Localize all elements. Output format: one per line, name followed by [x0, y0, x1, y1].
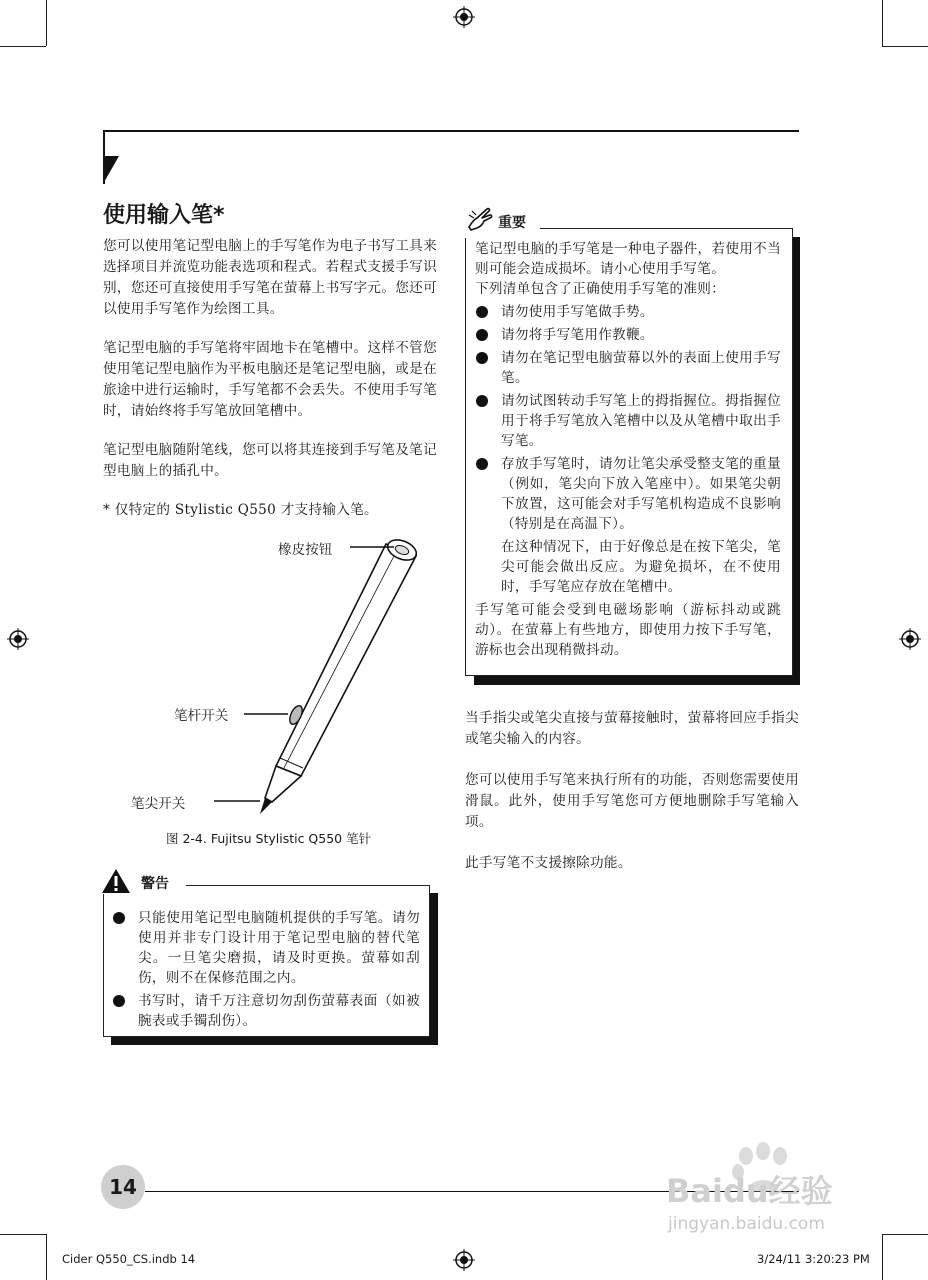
right-body — [465, 708, 799, 874]
bullet-icon — [113, 995, 125, 1007]
crop-mark — [882, 0, 883, 46]
list-item: 请勿在笔记型电脑萤幕以外的表面上使用手写笔。 — [475, 348, 781, 388]
registration-mark-icon — [899, 628, 921, 650]
footnote: * 仅特定的 Stylistic Q550 才支持输入笔。 — [103, 502, 378, 518]
label-tip-switch: 笔尖开关 — [131, 796, 186, 812]
bullet-icon — [476, 395, 488, 407]
warning-triangle-icon — [101, 868, 131, 894]
important-intro: 笔记型电脑的手写笔是一种电子器件，若使用不当则可能会造成损坏。请小心使用手写笔。 — [475, 241, 781, 277]
paragraph: 当手指尖或笔尖直接与萤幕接触时，萤幕将回应手指尖或笔尖输入的内容。 — [465, 710, 799, 747]
bullet-icon — [476, 329, 488, 341]
bullet-icon — [476, 458, 488, 470]
slug-file: Cider Q550_CS.indb 14 — [62, 1252, 196, 1266]
crop-mark — [882, 46, 928, 47]
paragraph: 此手写笔不支援擦除功能。 — [465, 855, 632, 871]
important-title: 重要 — [498, 215, 526, 231]
crop-mark — [882, 1234, 928, 1235]
left-body — [103, 236, 437, 521]
registration-mark-icon — [453, 6, 475, 28]
watermark-url: jingyan.baidu.com — [668, 1214, 825, 1234]
list-item: 存放手写笔时，请勿让笔尖承受整支笔的重量（例如，笔尖向下放入笔座中）。如果笔尖朝下放置，这可能会对手写笔机构造成不良影响（特别是在高温下）。 — [475, 454, 781, 534]
list-item: 请勿将手写笔用作教鞭。 — [475, 325, 781, 345]
bullet-icon — [113, 912, 125, 924]
warning-box — [103, 885, 430, 1037]
paragraph: 您可以使用手写笔来执行所有的功能，否则您需要使用滑鼠。此外，使用手写笔您可方便地删除手写笔输入项。 — [465, 772, 799, 830]
crop-mark — [882, 1234, 883, 1280]
crop-mark — [46, 1234, 47, 1280]
label-eraser-button: 橡皮按钮 — [278, 542, 333, 558]
crop-mark — [0, 46, 46, 47]
stylus-illustration — [180, 530, 440, 820]
important-outro: 手写笔可能会受到电磁场影响（游标抖动或跳动）。在萤幕上有些地方，即使用力按下手写笔，游标也会出现稍微抖动。 — [475, 602, 781, 658]
list-item: 书写时，请千万注意切勿刮伤萤幕表面（如被腕表或手镯刮伤）。 — [112, 991, 420, 1031]
important-box — [465, 228, 793, 676]
warning-title: 警告 — [141, 876, 169, 892]
bullet-icon — [476, 352, 488, 364]
registration-mark-icon — [7, 628, 29, 650]
watermark-brand: Baidu经验 — [666, 1172, 833, 1210]
list-item: 请勿使用手写笔做手势。 — [475, 302, 781, 322]
corner-tab-icon — [103, 156, 119, 184]
label-barrel-switch: 笔杆开关 — [174, 708, 229, 724]
pointing-hand-icon — [466, 206, 494, 232]
bullet-icon — [476, 306, 488, 318]
list-item: 请勿试图转动手写笔上的拇指握位。拇指握位用于将手写笔放入笔槽中以及从笔槽中取出手写笔。 — [475, 391, 781, 451]
important-sub-note: 在这种情况下，由于好像总是在按下笔尖，笔尖可能会做出反应。为避免损坏，在不使用时，手写笔应存放在笔槽中。 — [501, 539, 781, 595]
slug-date: 3/24/11 3:20:23 PM — [757, 1252, 870, 1266]
header-rule — [103, 130, 799, 132]
important-list-intro: 下列清单包含了正确使用手写笔的准则： — [475, 281, 726, 297]
registration-mark-icon — [453, 1249, 475, 1271]
figure-caption: 图 2-4. Fujitsu Stylistic Q550 笔针 — [166, 831, 372, 846]
list-item: 只能使用笔记型电脑随机提供的手写笔。请勿使用并非专门设计用于笔记型电脑的替代笔尖。一旦笔尖磨损，请及时更换。萤幕如刮伤，则不在保修范围之内。 — [112, 908, 420, 988]
page-number: 14 — [101, 1165, 145, 1209]
paragraph: 笔记型电脑的手写笔将牢固地卡在笔槽中。这样不管您使用笔记型电脑作为平板电脑还是笔记型电脑，或是在旅途中进行运输时，手写笔都不会丢失。不使用手写笔时，请始终将手写笔放回笔槽中。 — [103, 340, 437, 419]
section-title: 使用输入笔* — [103, 203, 225, 228]
paragraph: 您可以使用笔记型电脑上的手写笔作为电子书写工具来选择项目并流览功能表选项和程式。若程式支援手写识别，您还可直接使用手写笔在萤幕上书写字元。您还可以使用手写笔作为绘图工具。 — [103, 238, 437, 317]
crop-mark — [46, 0, 47, 46]
crop-mark — [0, 1234, 46, 1235]
paragraph: 笔记型电脑随附笔线，您可以将其连接到手写笔及笔记型电脑上的插孔中。 — [103, 442, 437, 479]
